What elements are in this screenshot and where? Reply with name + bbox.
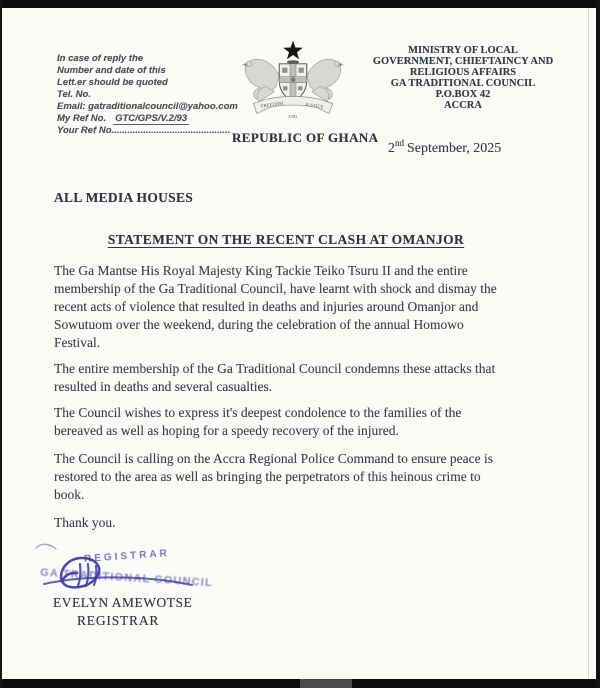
ministry-address-block <box>370 45 556 111</box>
reply-note-line: Number and date of this <box>57 65 166 76</box>
ministry-line: P.O.BOX 42 <box>435 89 491 100</box>
black-star-icon <box>283 41 303 60</box>
date-ordinal: nd <box>395 138 404 148</box>
ministry-line: ACCRA <box>444 100 482 111</box>
date-day: 2 <box>388 141 395 156</box>
shield-icon <box>279 64 307 102</box>
signatory-name: EVELYN AMEWOTSE <box>53 595 193 610</box>
motto-justice: JUSTICE <box>304 102 324 111</box>
body-line: The Council wishes to express it's deepest condolence to the families of the <box>54 405 462 420</box>
ministry-line: RELIGIOUS AFFAIRS <box>409 67 517 78</box>
stamp-registrar-text: REGISTRAR <box>83 548 171 565</box>
scan-border-left <box>0 0 2 688</box>
ministry-line: MINISTRY OF LOCAL <box>408 45 518 56</box>
ministry-line: GOVERNMENT, CHIEFTAINCY AND <box>372 56 554 67</box>
body-line: resulted in deaths and several casualties. <box>54 379 273 395</box>
my-ref-line <box>57 113 238 125</box>
paragraph-2 <box>54 360 554 396</box>
scan-artifact-line <box>588 8 589 679</box>
paragraph-4 <box>54 450 554 504</box>
scan-border-right <box>596 0 600 688</box>
body-line: membership of the Ga Traditional Council, have learnt with shock and dismay the <box>54 281 497 297</box>
letter-date <box>388 138 501 157</box>
paragraph-1 <box>54 262 554 352</box>
your-ref-line: Your Ref No............................................. <box>57 125 231 136</box>
body-line: Sowutuom over the weekend, during the celebration of the annual Homowo <box>54 317 464 333</box>
body-line: bereaved as well as hoping for a speedy recovery of the injured. <box>54 423 399 439</box>
reply-note-line: Lett.er should be quoted <box>57 77 168 88</box>
body-line: book. <box>54 487 85 503</box>
eagle-right-icon <box>307 59 343 101</box>
eagle-left-icon <box>243 59 279 101</box>
republic-of-ghana-label: REPUBLIC OF GHANA <box>232 130 379 145</box>
scan-border-notch <box>300 679 352 688</box>
ministry-line: GA TRADITIONAL COUNCIL <box>390 78 536 89</box>
motto-freedom: FREEDOM <box>260 101 284 110</box>
my-ref-label: My Ref No. <box>57 113 107 124</box>
reply-note-block <box>57 53 238 137</box>
body-line: The entire membership of the Ga Traditional Council condemns these attacks that <box>54 361 496 376</box>
letter-title-row <box>54 231 518 249</box>
scan-border-top <box>0 0 600 8</box>
recipient-line: ALL MEDIA HOUSES <box>54 190 194 205</box>
email-line: Email: gatraditionalcouncil@yahoo.com <box>57 101 238 112</box>
closing-line: Thank you. <box>54 515 116 530</box>
motto-banner <box>253 96 332 119</box>
body-line: Festival. <box>54 335 101 351</box>
ghana-coat-of-arms <box>240 38 346 124</box>
my-ref-value: GTC/GPS/V.2/93 <box>115 113 188 124</box>
reply-note-line: In case of reply the <box>57 53 144 64</box>
body-line: The Council is calling on the Accra Regional Police Command to ensure peace is <box>54 451 494 466</box>
stamp-council-text: GA TRADITIONAL COUNCIL <box>39 566 214 590</box>
tel-line: Tel. No. <box>57 89 91 100</box>
body-line: The Ga Mantse His Royal Majesty King Tackie Teiko Tsuru II and the entire <box>54 263 468 278</box>
paragraph-3 <box>54 404 554 440</box>
date-rest: September, 2025 <box>407 141 502 156</box>
body-line: recent acts of violence that resulted in deaths and injuries around Omanjor and <box>54 299 479 315</box>
body-line: restored to the area as well as bringing the perpetrators of this heinous crime to <box>54 469 481 485</box>
letter-title: STATEMENT ON THE RECENT CLASH AT OMANJOR <box>107 232 465 247</box>
motto-and: AND <box>287 113 298 119</box>
signatory-role: REGISTRAR <box>77 613 160 628</box>
